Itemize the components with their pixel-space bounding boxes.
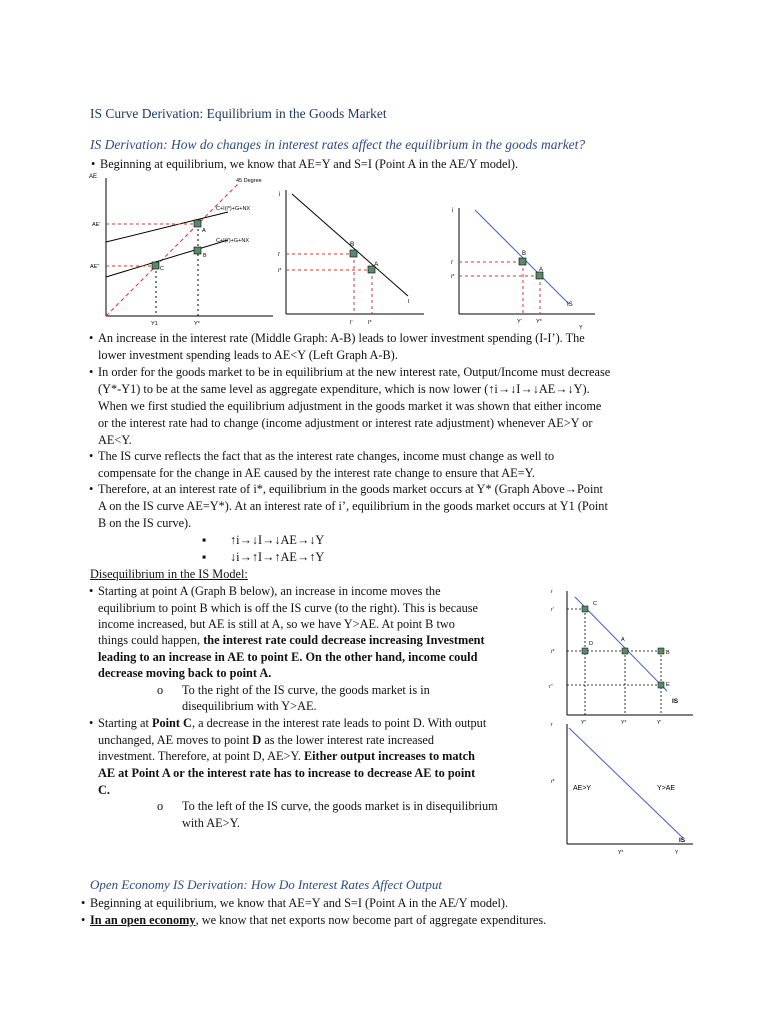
ae1-label: AE' — [92, 222, 101, 228]
diseq-heading: Disequilibrium in the IS Model: — [90, 567, 248, 581]
pd-label: D — [589, 641, 593, 647]
x1-label: Y* — [618, 850, 624, 856]
left-region-label: AE>Y — [573, 785, 592, 792]
line1-label: C+I(i*)+G+NX — [216, 206, 251, 212]
pb-label: B — [522, 251, 527, 257]
x1-label: I' — [350, 320, 353, 326]
bullet-2b: (Y*-Y1) to be at the same level as aggregate expenditure, which is now lower (↑i→↓I→↓AE→↓Y). — [98, 382, 590, 396]
diseq-sub-1b: disequilibrium with Y>AE. — [182, 699, 317, 713]
bullet-3a: • The IS curve reflects the fact that as the interest rate changes, income must change as well to — [98, 448, 554, 465]
disequilibrium-graph-b — [545, 585, 695, 727]
open-bullet-2: • In an open economy, we know that net exports now become part of aggregate expenditures. — [90, 912, 546, 929]
bullet-1a: • An increase in the interest rate (Middle Graph: A-B) leads to lower investment spending (I-I’). The — [98, 330, 585, 347]
x2-label: Y* — [621, 720, 627, 726]
y-axis-label: AE — [89, 174, 98, 180]
chain-up: ▪ ↑i→↓I→↓AE→↓Y — [230, 532, 324, 549]
y-axis-label: r — [551, 722, 553, 728]
x1-label: Y' — [517, 319, 522, 325]
diseq-sub-1a: o To the right of the IS curve, the goods market is in — [182, 682, 430, 699]
pa-label: A — [202, 228, 206, 234]
r2-label: r* — [551, 779, 555, 785]
point-a-marker — [194, 220, 201, 227]
y-axis-label: r — [551, 589, 553, 595]
diseq-4: things could happen, the interest rate could decrease increasing Investment — [98, 633, 485, 647]
y1-label: Y1 — [151, 321, 158, 327]
curve-label: I — [408, 299, 410, 305]
istar-label: i* — [278, 268, 282, 274]
r1-label: r' — [551, 607, 554, 613]
x1-label: Y'' — [581, 720, 587, 726]
ystar-label: Y* — [194, 321, 200, 327]
pa-label: A — [374, 261, 379, 268]
bullet-2a: • In order for the goods market to be in equilibrium at the new interest rate, Output/Income must decrease — [98, 364, 610, 381]
x3-label: Y' — [657, 720, 662, 726]
point-a-marker — [536, 272, 543, 279]
curve-label: IS — [672, 698, 679, 705]
ae2-label: AE'' — [90, 264, 100, 270]
point-e-marker — [658, 682, 664, 688]
pb-label: B — [203, 253, 207, 259]
intro-bullet: • Beginning at equilibrium, we know that AE=Y and S=I (Point A in the AE/Y model). — [100, 156, 518, 173]
bullet-4c: B on the IS curve). — [98, 516, 192, 530]
x2-label: I* — [368, 320, 372, 326]
bullet-4b: A on the IS curve AE=Y*). At an interest rate of i’, equilibrium in the goods market occurs at Y1 (Point — [98, 499, 608, 513]
bullet-2d: or the interest rate had to change (income adjustment or interest rate adjustment) whenever AE>Y or — [98, 416, 593, 430]
point-c-marker — [152, 262, 159, 269]
point-b-marker — [194, 247, 201, 254]
r3-label: r'' — [549, 684, 553, 690]
x2-label: Y* — [536, 319, 542, 325]
investment-graph — [278, 180, 428, 330]
pc-label: C — [160, 266, 164, 272]
y-axis-label: i — [279, 192, 281, 198]
iprime-label: i' — [451, 260, 454, 266]
point-b-marker — [350, 250, 357, 257]
pb-label: B — [350, 241, 355, 248]
diseq-c1: • Starting at Point C, a decrease in the interest rate leads to point D. With output — [98, 715, 486, 732]
x-axis-label: Y — [579, 325, 583, 330]
right-region-label: Y>AE — [657, 785, 676, 792]
diseq-sub-2b: with AE>Y. — [182, 816, 240, 830]
y-axis-label: i — [452, 208, 454, 214]
istar-label: i* — [451, 274, 455, 280]
diseq-c4: AE at Point A or the interest rate has to increase to decrease AE to point — [98, 766, 476, 780]
open-economy-title: Open Economy IS Derivation: How Do Interest Rates Affect Output — [90, 877, 443, 892]
open-bullet-1: • Beginning at equilibrium, we know that AE=Y and S=I (Point A in the AE/Y model). — [90, 895, 508, 912]
chain-down: ▪ ↓i→↑I→↑AE→↑Y — [230, 549, 324, 566]
diseq-1: • Starting at point A (Graph B below), an increase in income moves the — [98, 583, 441, 600]
bullet-3b: compensate for the change in AE caused by the interest rate change to ensure that AE=Y. — [98, 466, 535, 480]
point-c-marker — [582, 606, 588, 612]
diseq-sub-2a: o To the left of the IS curve, the goods market is in disequilibrium — [182, 798, 498, 815]
line2-label: C+I(i')+G+NX — [216, 238, 249, 244]
pa-label: A — [621, 637, 625, 643]
deg-label: 45 Degree — [236, 178, 262, 184]
point-a-marker — [622, 648, 628, 654]
pc-label: C — [593, 601, 597, 607]
page-title: IS Curve Derivation: Equilibrium in the Goods Market — [90, 106, 387, 121]
pb-label: B — [666, 650, 670, 656]
pa-label: A — [539, 267, 544, 273]
curve-label: IS — [567, 302, 573, 308]
bullet-4a: • Therefore, at an interest rate of i*, equilibrium in the goods market occurs at Y* (Graph Above→Point — [98, 481, 603, 498]
diseq-c2: unchanged, AE moves to point D as the lower interest rate increased — [98, 733, 435, 747]
iprime-label: i' — [278, 252, 281, 258]
pe-label: E — [666, 682, 670, 688]
curve-label: IS — [679, 837, 686, 844]
diseq-2: equilibrium to point B which is off the IS curve (to the right). This is because — [98, 601, 479, 615]
disequilibrium-regions-graph — [545, 720, 695, 860]
r2-label: r* — [551, 649, 555, 655]
is-graph — [447, 200, 597, 330]
section-subtitle: IS Derivation: How do changes in interest rates affect the equilibrium in the goods market? — [90, 137, 586, 152]
bullet-2e: AE<Y. — [98, 433, 132, 447]
diseq-c5: C. — [98, 783, 110, 797]
diseq-3: income increased, but AE is still at A, so we have Y>AE. At point B two — [98, 617, 455, 631]
x2-label: Y — [675, 850, 679, 856]
ae-y-graph — [88, 172, 281, 332]
point-b-marker — [658, 648, 664, 654]
bullet-2c: When we first studied the equilibrium adjustment in the goods market it was shown that either income — [98, 399, 602, 413]
bullet-1b: lower investment spending leads to AE<Y (Left Graph A-B). — [98, 348, 398, 362]
diseq-5: leading to an increase in AE to point E. On the other hand, income could — [98, 650, 478, 664]
diseq-c3: investment. Therefore, at point D, AE>Y. Either output increases to match — [98, 749, 475, 763]
point-b-marker — [519, 258, 526, 265]
diseq-6: decrease moving back to point A. — [98, 666, 272, 680]
point-d-marker — [582, 648, 588, 654]
